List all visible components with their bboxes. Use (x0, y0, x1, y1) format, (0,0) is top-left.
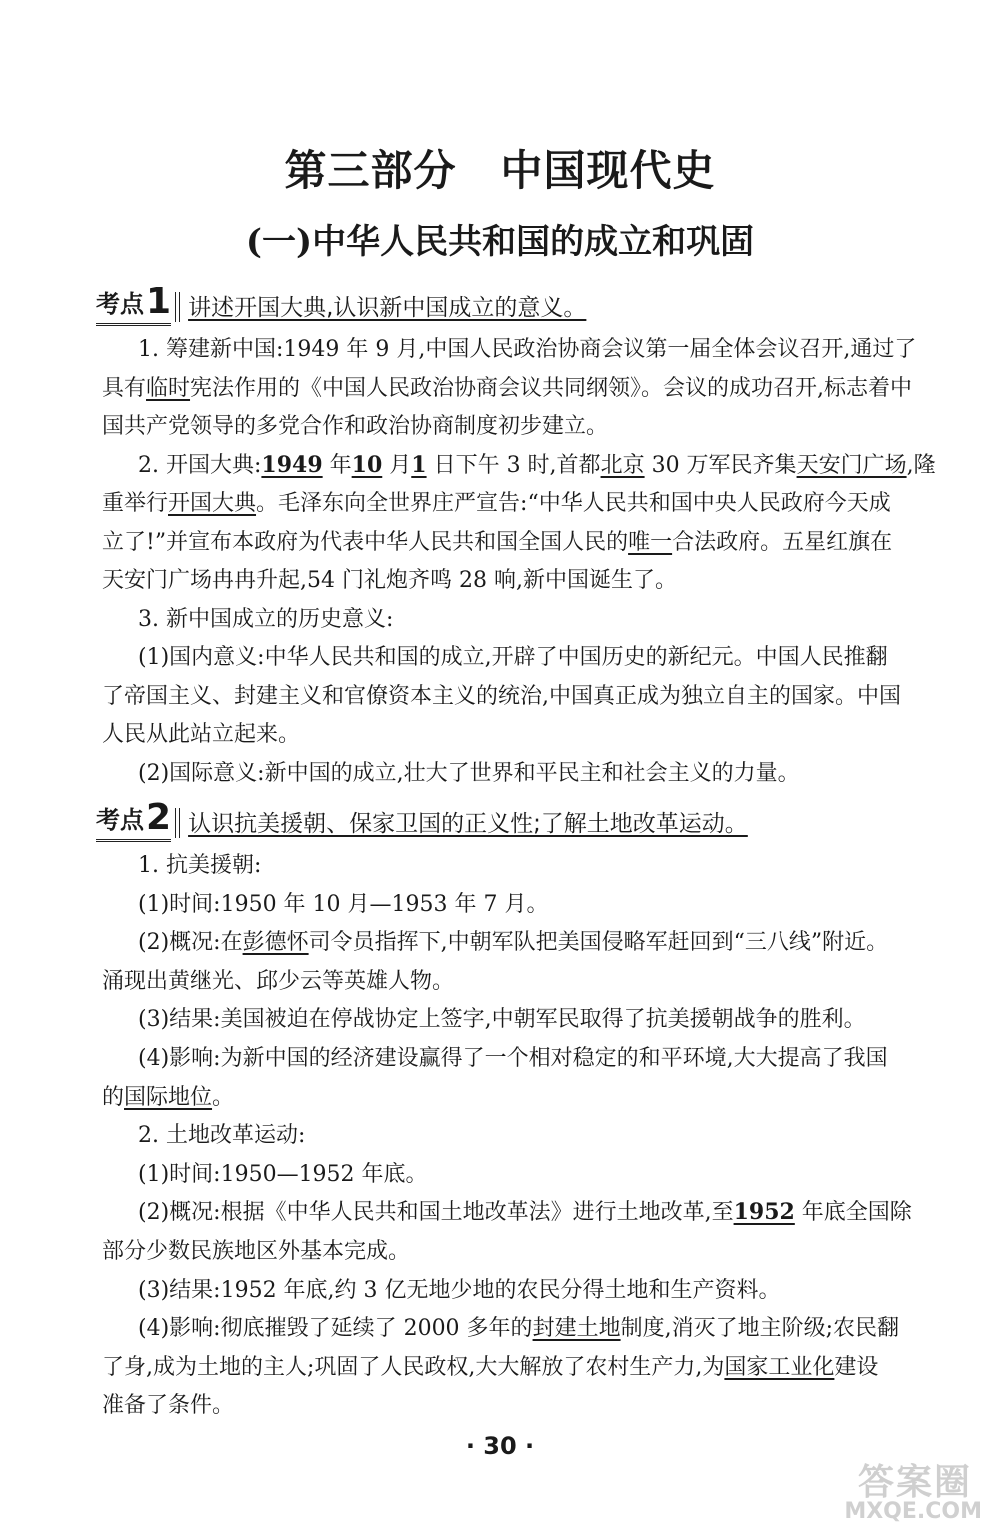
kd2-lines-line (102, 1234, 410, 1265)
key-term: 北京 (600, 452, 645, 478)
key-term: 国际地位 (124, 1084, 213, 1110)
kd2-lines-line (102, 1388, 234, 1419)
line-text: (4)影响:为新中国的经济建设赢得了一个相对稳定的和平环境,大大提高了我国 (138, 1046, 888, 1071)
line-text: 年 (322, 452, 352, 478)
kaodian-1-label-box (96, 281, 172, 326)
key-term: 开国大典 (168, 491, 257, 516)
kd2-lines-line (138, 887, 549, 918)
kd2-lines-line (138, 1157, 428, 1188)
line-text: 宪法作用的《中国人民政治协商会议共同纲领》。会议的成功召开,标志着中 (190, 375, 913, 401)
key-term: 天安门广场 (796, 452, 907, 478)
kaodian-1-label: 考点 (96, 290, 144, 318)
kd2-lines-line (138, 1311, 899, 1342)
line-text: 月 (382, 452, 412, 478)
kd2-lines-line (102, 1350, 878, 1381)
line-text: (2)概况:在 (138, 930, 243, 956)
line-text: 重举行 (102, 491, 169, 516)
line-text: 天安门广场冉冉升起,54 门礼炮齐鸣 28 响,新中国诞生了。 (102, 568, 677, 593)
kd1-lines-line (102, 409, 608, 440)
kaodian-2-text: 认识抗美援朝、保家卫国的正义性;了解土地改革运动。 (188, 811, 748, 837)
line-text: (4)影响:彻底摧毁了延续了 2000 多年的 (138, 1316, 533, 1342)
kd1-lines-line (138, 756, 800, 787)
line-text: (1)时间:1950—1952 年底。 (138, 1161, 428, 1187)
kd1-lines-line (138, 602, 393, 633)
line-text: (3)结果:美国被迫在停战协定上签字,中朝军民取得了抗美援朝战争的胜利。 (138, 1007, 866, 1033)
kaodian-1-number: 1 (146, 281, 172, 322)
kaodian-2-divider (175, 808, 180, 838)
part-title-left: 第三部分 (284, 146, 457, 195)
kaodian-2-label: 考点 (96, 806, 144, 834)
kd1-lines-line (102, 486, 891, 517)
kaodian-2-number: 2 (146, 797, 172, 838)
kd1-lines-line (102, 371, 912, 402)
kd1-lines-line (102, 679, 901, 710)
kd1-lines-line (138, 332, 916, 363)
line-text: 的 (102, 1084, 125, 1110)
kd2-lines-line (102, 964, 454, 995)
line-text: 合法政府。五星红旗在 (672, 529, 893, 555)
key-term: 彭德怀 (242, 930, 309, 956)
line-text: 1. 筹建新中国:1949 年 9 月,中国人民政治协商会议第一届全体会议召开,通过了 (138, 337, 917, 362)
kaodian-1-heading (96, 281, 587, 326)
kaodian-1-text: 讲述开国大典,认识新中国成立的意义。 (188, 295, 587, 321)
line-text: (2)国际意义:新中国的成立,壮大了世界和平民主和社会主义的力量。 (138, 760, 800, 786)
kaodian-1-divider (175, 292, 180, 322)
line-text: 准备了条件。 (102, 1393, 235, 1419)
key-term: 10 (351, 451, 383, 478)
key-term: 1949 (261, 451, 323, 478)
line-text: 司令员指挥下,中朝军队把美国侵略军赶回到“三八线”附近。 (308, 930, 889, 956)
line-text: (2)概况:根据《中华人民共和国土地改革法》进行土地改革,至 (138, 1200, 734, 1226)
line-text: 年底全国除 (794, 1200, 912, 1226)
watermark (822, 1454, 982, 1524)
kd2-lines-line (138, 925, 888, 956)
kd1-lines-line (102, 717, 300, 748)
line-text: 1. 抗美援朝: (138, 853, 262, 878)
line-text: 了身,成为土地的主人;巩固了人民政权,大大解放了农村生产力,为 (102, 1354, 725, 1380)
key-term: 1952 (733, 1199, 795, 1226)
line-text: 建设 (834, 1354, 879, 1380)
key-term: 临时 (146, 375, 191, 401)
line-text: 立了!”并宣布本政府为代表中华人民共和国全国人民的 (102, 529, 629, 555)
line-text: 3. 新中国成立的历史意义: (138, 606, 394, 632)
section-title: (一)中华人民共和国的成立和巩固 (245, 222, 755, 262)
watermark-logo: 答案圈 (857, 1462, 972, 1503)
line-text: 制度,消灭了地主阶级;农民翻 (620, 1316, 899, 1342)
kd1-lines-line (102, 563, 677, 594)
key-term: 国家工业化 (724, 1354, 835, 1380)
part-title-right: 中国现代史 (500, 146, 716, 195)
line-text: 了帝国主义、封建主义和官僚资本主义的统治,中国真正成为独立自主的国家。中国 (102, 683, 901, 709)
kd2-lines-line (138, 1118, 305, 1149)
line-text: 2. 土地改革运动: (138, 1123, 306, 1149)
kd1-lines-line (138, 640, 888, 671)
part-title (0, 138, 1000, 198)
line-text: 2. 开国大典: (138, 452, 262, 478)
kaodian-2-heading (96, 797, 748, 842)
line-text: 30 万军民齐集 (644, 452, 797, 478)
line-text: 。毛泽东向全世界庄严宣告:“中华人民共和国中央人民政府今天成 (256, 491, 891, 516)
line-text: 涌现出黄继光、邱少云等英雄人物。 (102, 968, 455, 994)
kd2-lines-line (138, 1195, 912, 1226)
line-text: (3)结果:1952 年底,约 3 亿无地少地的农民分得土地和生产资料。 (138, 1277, 781, 1303)
kd2-lines-line (138, 1002, 866, 1033)
line-text: 部分少数民族地区外基本完成。 (102, 1239, 411, 1264)
line-text: ,隆 (906, 452, 936, 478)
line-text: (1)时间:1950 年 10 月—1953 年 7 月。 (138, 891, 549, 917)
kaodian-2-label-box (96, 797, 172, 842)
line-text: 人民从此站立起来。 (102, 722, 301, 747)
line-text: (1)国内意义:中华人民共和国的成立,开辟了中国历史的新纪元。中国人民推翻 (138, 645, 888, 670)
kd1-lines-line (138, 448, 936, 479)
line-text: 国共产党领导的多党合作和政治协商制度初步建立。 (102, 414, 609, 439)
line-text: 。 (212, 1084, 235, 1110)
key-term: 唯一 (628, 529, 673, 555)
line-text: 具有 (102, 375, 147, 401)
watermark-site: MXQE.COM (844, 1499, 982, 1524)
key-term: 1 (411, 451, 427, 478)
kd2-lines-line (138, 1273, 781, 1304)
line-text: 日下午 3 时,首都 (426, 452, 601, 478)
key-term: 封建土地 (532, 1316, 621, 1342)
kd2-lines-line (138, 848, 261, 879)
kd2-lines-line (102, 1080, 234, 1111)
kd2-lines-line (138, 1041, 888, 1072)
page-number: · 30 · (465, 1432, 535, 1460)
kd1-lines-line (102, 525, 892, 556)
